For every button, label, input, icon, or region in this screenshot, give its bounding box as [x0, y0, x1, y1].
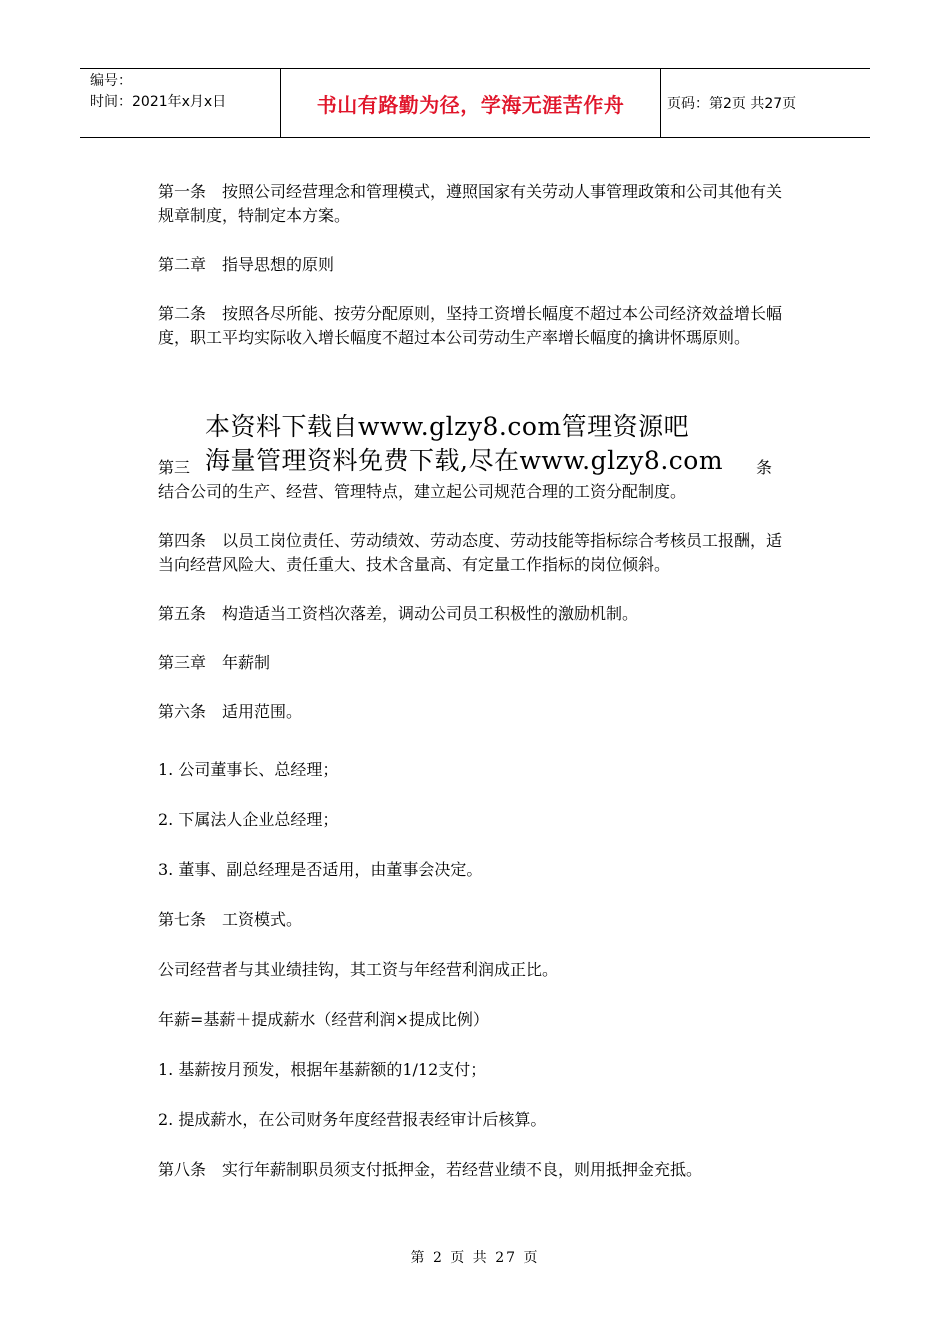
watermark-line-2: 海量管理资料免费下载,尽在www.glzy8.com	[205, 446, 724, 475]
article-8: 第八条 实行年薪制职员须支付抵押金，若经营业绩不良，则用抵押金充抵。	[158, 1160, 703, 1179]
list-item: 1. 基薪按月预发，根据年基薪额的1/12支付；	[158, 1060, 487, 1079]
article-5: 第五条 构造适当工资档次落差，调动公司员工积极性的激励机制。	[158, 604, 639, 623]
header-meta	[80, 69, 281, 137]
watermark-line-1: 本资料下载自www.glzy8.com管理资源吧	[205, 412, 690, 441]
article-3-label: 第三	[158, 458, 191, 477]
list-item: 2. 提成薪水，在公司财务年度经营报表经审计后核算。	[158, 1110, 547, 1129]
article-3-text: 结合公司的生产、经营、管理特点，建立起公司规范合理的工资分配制度。	[158, 482, 687, 501]
document-number: 编号：	[90, 73, 132, 89]
article-1: 第一条 按照公司经营理念和管理模式，遵照国家有关劳动人事管理政策和公司其他有关规章制度，特制定本方案。	[158, 182, 783, 225]
download-watermark	[205, 410, 805, 478]
salary-formula: 年薪=基薪＋提成薪水（经营利润×提成比例）	[158, 1010, 489, 1029]
article-6: 第六条 适用范围。	[158, 702, 303, 721]
chapter-3-heading: 第三章 年薪制	[158, 653, 271, 672]
pay-link-text: 公司经营者与其业绩挂钩，其工资与年经营利润成正比。	[158, 960, 559, 979]
chapter-2-heading: 第二章 指导思想的原则	[158, 255, 335, 274]
page-footer: 第 2 页 共 27 页	[410, 1250, 540, 1266]
article-4: 第四条 以员工岗位责任、劳动绩效、劳动态度、劳动技能等指标综合考核员工报酬，适当向经营风险大、责任重大、技术含量高、有定量工作指标的岗位倾斜。	[158, 531, 783, 574]
article-3-suffix: 条	[756, 458, 773, 477]
list-item: 3. 董事、副总经理是否适用，由董事会决定。	[158, 860, 483, 879]
document-time: 时间：2021年x月x日	[90, 94, 227, 110]
document-body	[158, 180, 794, 1207]
article-7: 第七条 工资模式。	[158, 910, 303, 929]
list-item: 1. 公司董事长、总经理；	[158, 760, 339, 779]
article-2: 第二条 按照各尽所能、按劳分配原则，坚持工资增长幅度不超过本公司经济效益增长幅度，职工平均实际收入增长幅度不超过本公司劳动生产率增长幅度的擒讲怀瑪原则。	[158, 304, 783, 347]
page-header	[80, 68, 870, 138]
header-page-info: 页码：第2页 共27页	[667, 96, 797, 112]
header-motto: 书山有路勤为径，学海无涯苦作舟	[281, 69, 661, 137]
list-item: 2. 下属法人企业总经理；	[158, 810, 339, 829]
